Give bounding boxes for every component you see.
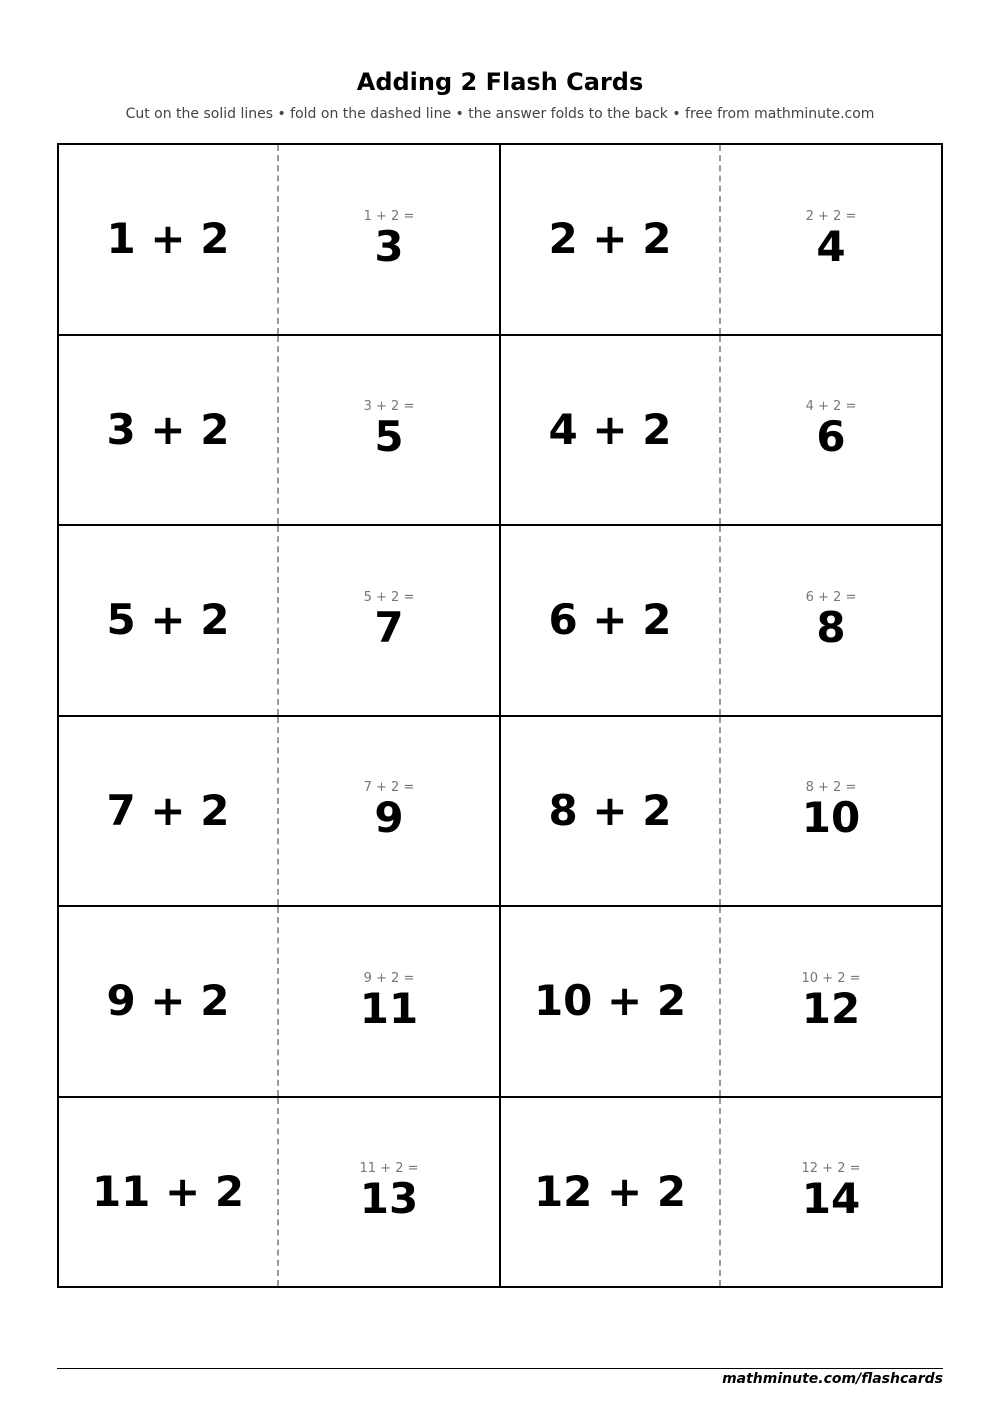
footer-divider xyxy=(57,1368,943,1369)
page-title: Adding 2 Flash Cards xyxy=(356,68,644,96)
card-answer: 7 xyxy=(374,602,404,652)
flash-card xyxy=(58,335,500,526)
card-hint: 6 + 2 = xyxy=(805,589,857,605)
card-question: 8 + 2 xyxy=(548,785,672,835)
card-question: 7 + 2 xyxy=(106,785,230,835)
flash-card xyxy=(500,1097,942,1288)
card-hint: 12 + 2 = xyxy=(801,1161,861,1177)
flash-card xyxy=(58,1097,500,1288)
card-question: 4 + 2 xyxy=(548,404,672,454)
card-hint: 11 + 2 = xyxy=(359,1161,419,1177)
card-front xyxy=(501,526,721,715)
card-question: 1 + 2 xyxy=(106,214,230,264)
card-answer: 12 xyxy=(801,983,861,1033)
card-answer: 5 xyxy=(374,412,404,462)
card-hint: 9 + 2 = xyxy=(363,970,415,986)
card-hint: 1 + 2 = xyxy=(363,208,415,224)
flash-card xyxy=(58,144,500,335)
instructions-subtitle: Cut on the solid lines • fold on the dashed line • the answer folds to the back • free from mathminute.com xyxy=(125,106,875,122)
flash-card xyxy=(500,335,942,526)
card-front xyxy=(59,907,279,1096)
card-back xyxy=(279,1098,499,1287)
card-back xyxy=(279,717,499,906)
card-front xyxy=(59,145,279,334)
card-answer: 9 xyxy=(374,793,404,843)
card-hint: 5 + 2 = xyxy=(363,589,415,605)
card-back xyxy=(721,526,941,715)
card-back xyxy=(279,907,499,1096)
card-front xyxy=(501,1098,721,1287)
card-back xyxy=(721,336,941,525)
card-back xyxy=(279,336,499,525)
card-question: 10 + 2 xyxy=(533,976,687,1026)
card-back xyxy=(721,907,941,1096)
card-hint: 4 + 2 = xyxy=(805,399,857,415)
card-front xyxy=(501,336,721,525)
card-hint: 10 + 2 = xyxy=(801,970,861,986)
flash-card xyxy=(500,525,942,716)
footer-url: mathminute.com/flashcards xyxy=(722,1371,943,1387)
flash-card xyxy=(500,716,942,907)
card-answer: 8 xyxy=(816,602,846,652)
card-question: 9 + 2 xyxy=(106,976,230,1026)
card-back xyxy=(279,526,499,715)
card-answer: 13 xyxy=(359,1174,419,1224)
card-question: 12 + 2 xyxy=(533,1166,687,1216)
flash-card xyxy=(58,525,500,716)
card-question: 2 + 2 xyxy=(548,214,672,264)
card-answer: 14 xyxy=(801,1174,861,1224)
card-question: 6 + 2 xyxy=(548,595,672,645)
flash-card-grid xyxy=(57,143,943,1288)
card-back xyxy=(721,717,941,906)
card-answer: 10 xyxy=(801,793,861,843)
card-front xyxy=(59,526,279,715)
flash-card xyxy=(500,144,942,335)
card-answer: 3 xyxy=(374,221,404,271)
flash-card xyxy=(58,716,500,907)
card-front xyxy=(501,907,721,1096)
card-back xyxy=(721,1098,941,1287)
card-question: 5 + 2 xyxy=(106,595,230,645)
card-answer: 6 xyxy=(816,412,846,462)
flash-card xyxy=(58,906,500,1097)
card-question: 11 + 2 xyxy=(91,1166,245,1216)
card-question: 3 + 2 xyxy=(106,404,230,454)
card-front xyxy=(501,145,721,334)
card-hint: 2 + 2 = xyxy=(805,208,857,224)
card-back xyxy=(279,145,499,334)
card-hint: 8 + 2 = xyxy=(805,780,857,796)
card-answer: 4 xyxy=(816,221,846,271)
card-front xyxy=(501,717,721,906)
card-front xyxy=(59,717,279,906)
card-answer: 11 xyxy=(359,983,419,1033)
card-back xyxy=(721,145,941,334)
card-front xyxy=(59,336,279,525)
flash-card xyxy=(500,906,942,1097)
card-hint: 3 + 2 = xyxy=(363,399,415,415)
card-front xyxy=(59,1098,279,1287)
card-hint: 7 + 2 = xyxy=(363,780,415,796)
